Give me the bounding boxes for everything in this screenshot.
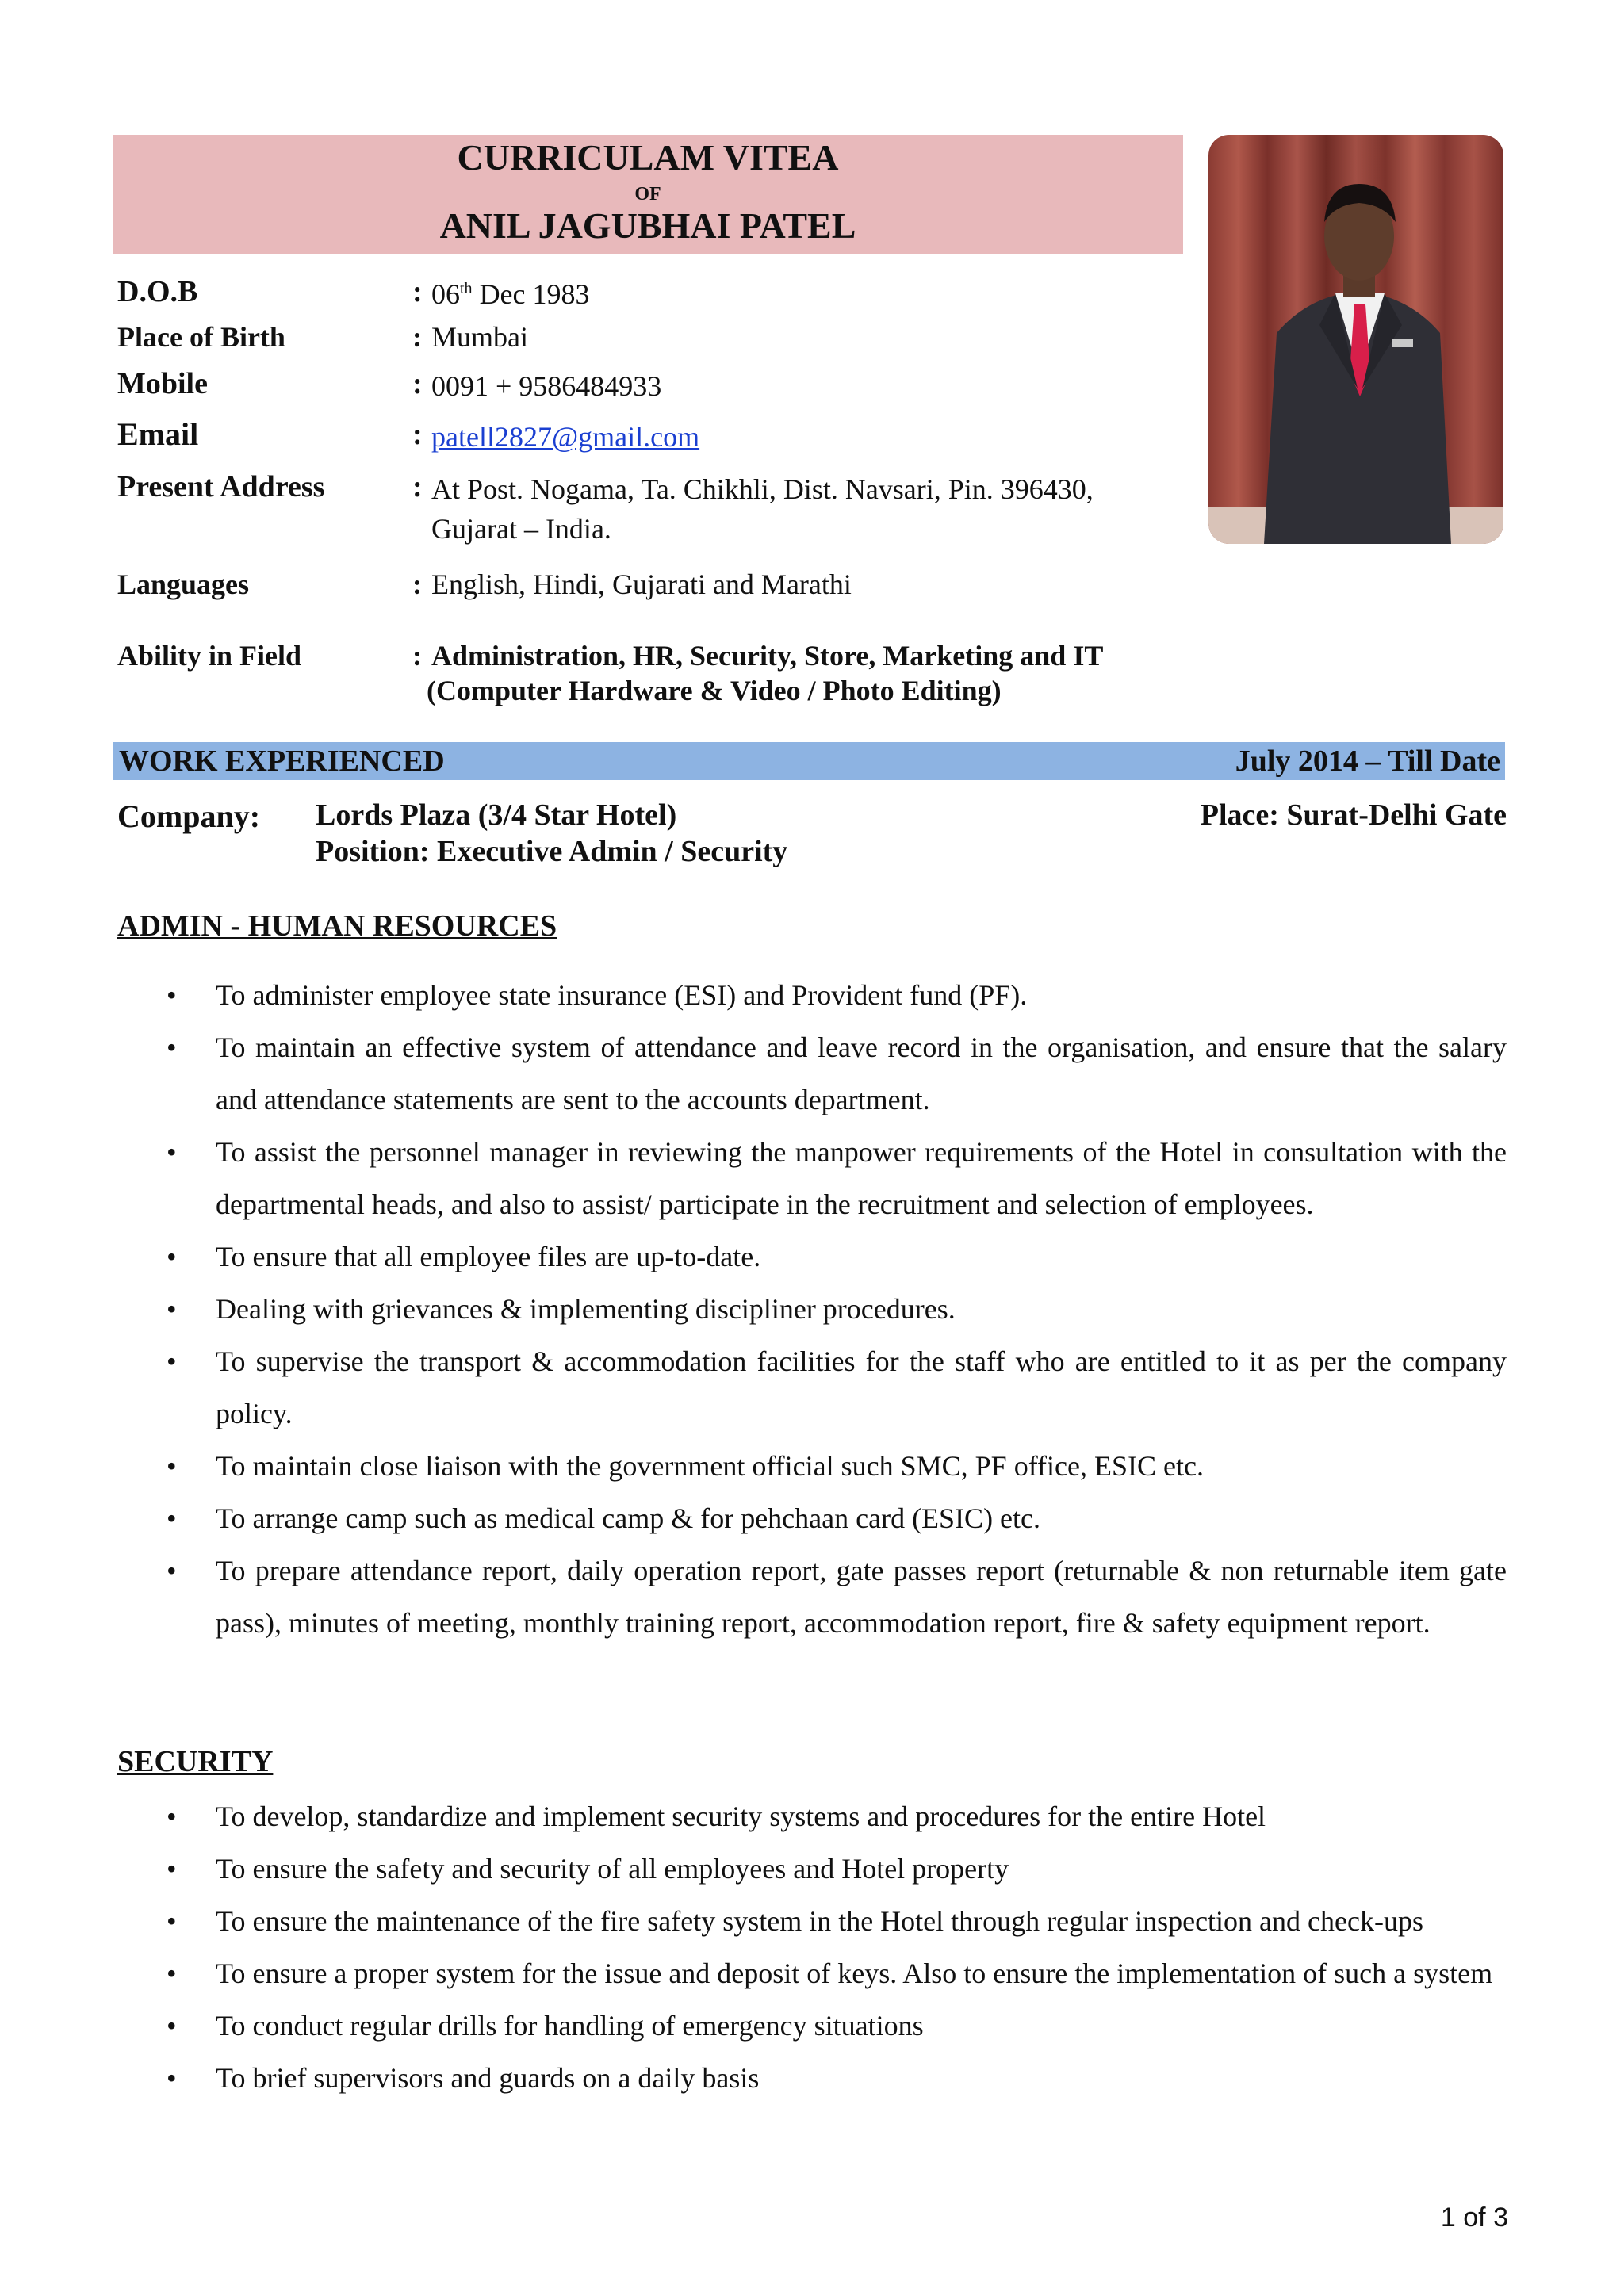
list-item: • To supervise the transport & accommodation facilities for the staff who are entitled to it as per the company policy. bbox=[117, 1335, 1507, 1440]
profile-photo bbox=[1208, 135, 1503, 544]
work-experience-band bbox=[113, 742, 1505, 780]
email-colon: : bbox=[412, 418, 423, 451]
list-item: • To ensure the maintenance of the fire safety system in the Hotel through regular inspection and check-ups bbox=[117, 1895, 1507, 1947]
work-period: July 2014 – Till Date bbox=[1235, 744, 1500, 778]
languages-value: English, Hindi, Gujarati and Marathi bbox=[431, 568, 852, 600]
company-value: Lords Plaza (3/4 Star Hotel) bbox=[316, 798, 677, 832]
list-item: • To maintain close liaison with the government official such SMC, PF office, ESIC etc. bbox=[117, 1440, 1507, 1492]
ability-line-1: Administration, HR, Security, Store, Marketing and IT bbox=[431, 640, 1104, 672]
mobile-colon: : bbox=[412, 367, 423, 400]
list-item: • To ensure a proper system for the issue and deposit of keys. Also to ensure the implementation of such a system bbox=[117, 1947, 1507, 1999]
list-item: • To prepare attendance report, daily operation report, gate passes report (returnable & non returnable item gate pass), minutes of meeting, monthly training report, accommodation report, fire & safety equipment report. bbox=[117, 1544, 1507, 1649]
list-item: • To maintain an effective system of attendance and leave record in the organisation, and ensure that the salary and attendance statements are sent to the accounts department. bbox=[117, 1021, 1507, 1126]
dob-value: 06th Dec 1983 bbox=[431, 278, 590, 310]
list-item: • To administer employee state insurance (ESI) and Provident fund (PF). bbox=[117, 969, 1507, 1021]
admin-hr-list bbox=[117, 969, 1507, 1649]
ability-label: Ability in Field bbox=[117, 640, 302, 672]
position-line: Position: Executive Admin / Security bbox=[316, 835, 788, 868]
pob-label: Place of Birth bbox=[117, 321, 285, 353]
dob-colon: : bbox=[412, 275, 423, 308]
list-item: • To assist the personnel manager in reviewing the manpower requirements of the Hotel in consultation with the departmental heads, and also to assist/ participate in the recruitment and selection of employees. bbox=[117, 1126, 1507, 1230]
company-label: Company: bbox=[117, 798, 261, 834]
list-item: • To arrange camp such as medical camp & for pehchaan card (ESIC) etc. bbox=[117, 1492, 1507, 1544]
title-line-2: OF bbox=[634, 184, 661, 205]
address-line-2: Gujarat – India. bbox=[431, 513, 611, 545]
ability-colon: : bbox=[412, 640, 422, 672]
address-label: Present Address bbox=[117, 470, 325, 503]
security-heading: SECURITY bbox=[117, 1745, 274, 1778]
list-item: • To ensure the safety and security of all employees and Hotel property bbox=[117, 1843, 1507, 1895]
languages-label: Languages bbox=[117, 568, 250, 600]
list-item: • To ensure that all employee files are up-to-date. bbox=[117, 1230, 1507, 1283]
mobile-label: Mobile bbox=[117, 367, 208, 400]
security-list bbox=[117, 1790, 1507, 2104]
list-item: • To brief supervisors and guards on a daily basis bbox=[117, 2052, 1507, 2104]
address-line-1: At Post. Nogama, Ta. Chikhli, Dist. Navsari, Pin. 396430, bbox=[431, 473, 1094, 505]
admin-hr-heading: ADMIN - HUMAN RESOURCES bbox=[117, 909, 557, 943]
pob-value: Mumbai bbox=[431, 321, 528, 353]
title-band bbox=[113, 135, 1183, 254]
mobile-value: 0091 + 9586484933 bbox=[431, 370, 662, 402]
list-item: • Dealing with grievances & implementing discipliner procedures. bbox=[117, 1283, 1507, 1335]
list-item: • To conduct regular drills for handling of emergency situations bbox=[117, 1999, 1507, 2052]
title-line-1: CURRICULAM VITEA bbox=[457, 137, 839, 178]
list-item: • To develop, standardize and implement security systems and procedures for the entire Hotel bbox=[117, 1790, 1507, 1843]
pob-colon: : bbox=[412, 321, 422, 353]
email-link[interactable]: patell2827@gmail.com bbox=[431, 421, 700, 453]
page-number: 1 of 3 bbox=[1440, 2202, 1508, 2233]
address-colon: : bbox=[412, 470, 423, 503]
work-place: Place: Surat-Delhi Gate bbox=[1200, 798, 1507, 832]
work-heading: WORK EXPERIENCED bbox=[119, 744, 445, 778]
title-name: ANIL JAGUBHAI PATEL bbox=[439, 205, 856, 246]
ability-line-2: (Computer Hardware & Video / Photo Editing) bbox=[427, 675, 1002, 706]
dob-label: D.O.B bbox=[117, 275, 198, 308]
email-label: Email bbox=[117, 416, 199, 452]
languages-colon: : bbox=[412, 568, 422, 600]
